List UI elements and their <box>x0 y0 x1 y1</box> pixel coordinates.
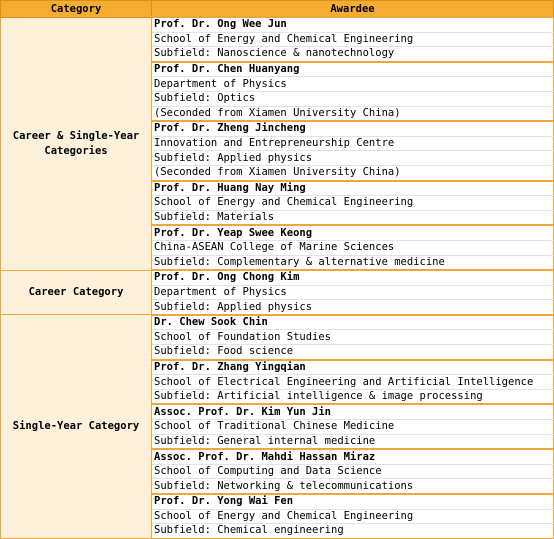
awardee-detail: Subfield: Optics <box>152 91 554 106</box>
table-body <box>1 17 554 538</box>
awardee-header: Awardee <box>152 1 554 18</box>
awardee-detail: Department of Physics <box>152 285 554 300</box>
awardee-name: Prof. Dr. Zheng Jincheng <box>152 121 554 136</box>
table-row <box>1 315 554 330</box>
awardee-detail: Subfield: Complementary & alternative medicine <box>152 255 554 270</box>
awardee-detail: Department of Physics <box>152 77 554 92</box>
category-header: Category <box>1 1 152 18</box>
awardee-name: Prof. Dr. Zhang Yingqian <box>152 360 554 375</box>
category-cell: Single-Year Category <box>1 315 152 538</box>
awardee-name: Assoc. Prof. Dr. Mahdi Hassan Miraz <box>152 449 554 464</box>
awardee-name: Assoc. Prof. Dr. Kim Yun Jin <box>152 404 554 419</box>
awardee-detail: School of Energy and Chemical Engineering <box>152 509 554 524</box>
awardee-name: Prof. Dr. Yeap Swee Keong <box>152 225 554 240</box>
awardee-name: Prof. Dr. Huang Nay Ming <box>152 181 554 196</box>
category-cell: Career Category <box>1 270 152 315</box>
awardee-detail: Subfield: Materials <box>152 210 554 225</box>
awardee-detail: Subfield: Food science <box>152 345 554 360</box>
awardee-detail: Subfield: Networking & telecommunications <box>152 479 554 494</box>
awardee-name: Prof. Dr. Yong Wai Fen <box>152 494 554 509</box>
awardee-name: Prof. Dr. Ong Wee Jun <box>152 17 554 32</box>
awardee-detail: Subfield: Chemical engineering <box>152 524 554 539</box>
awardee-name: Dr. Chew Sook Chin <box>152 315 554 330</box>
awardee-detail: School of Energy and Chemical Engineering <box>152 196 554 211</box>
awardee-name: Prof. Dr. Chen Huanyang <box>152 62 554 77</box>
awardee-detail: Subfield: Nanoscience & nanotechnology <box>152 47 554 62</box>
awardee-detail: School of Electrical Engineering and Artificial Intelligence <box>152 375 554 390</box>
awardee-detail: (Seconded from Xiamen University China) <box>152 165 554 180</box>
table-row <box>1 270 554 285</box>
header-row <box>1 1 554 18</box>
awardee-name: Prof. Dr. Ong Chong Kim <box>152 270 554 285</box>
awardee-detail: (Seconded from Xiamen University China) <box>152 106 554 121</box>
awardee-detail: China-ASEAN College of Marine Sciences <box>152 240 554 255</box>
awardee-detail: Subfield: Applied physics <box>152 300 554 315</box>
awardee-detail: Subfield: Artificial intelligence & image processing <box>152 389 554 404</box>
awardee-detail: Innovation and Entrepreneurship Centre <box>152 136 554 151</box>
awardee-detail: Subfield: General internal medicine <box>152 434 554 449</box>
awardee-detail: School of Foundation Studies <box>152 330 554 345</box>
category-cell: Career & Single-Year Categories <box>1 17 152 270</box>
awardee-detail: School of Energy and Chemical Engineering <box>152 32 554 47</box>
awardee-detail: School of Traditional Chinese Medicine <box>152 420 554 435</box>
awardee-detail: Subfield: Applied physics <box>152 151 554 166</box>
awardee-detail: School of Computing and Data Science <box>152 464 554 479</box>
table-row <box>1 17 554 32</box>
